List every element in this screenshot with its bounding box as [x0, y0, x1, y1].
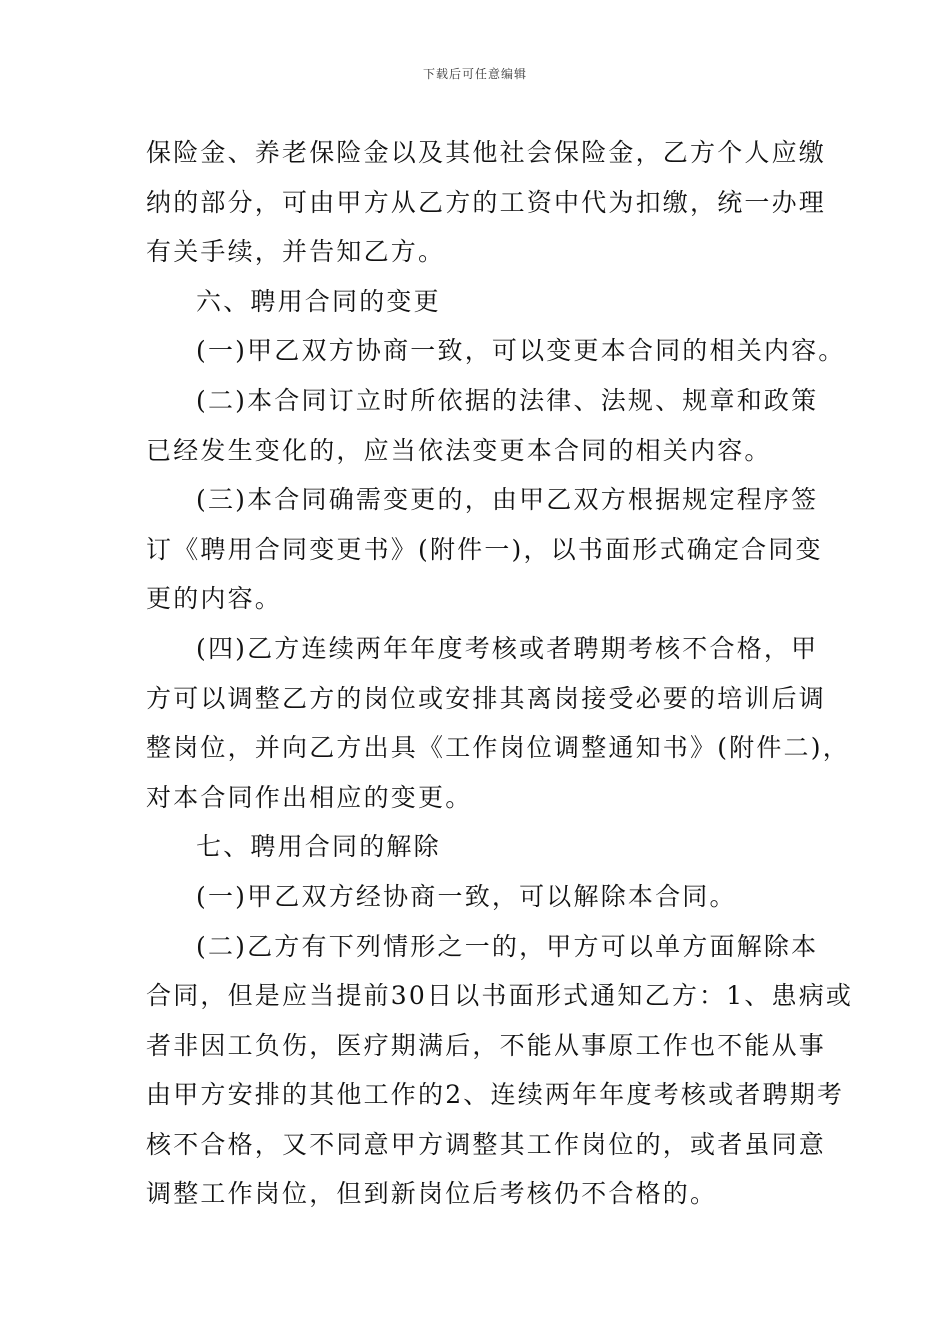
- text-line: 者非因工负伤，医疗期满后，不能从事原工作也不能从事: [146, 1030, 827, 1060]
- text-line: 对本合同作出相应的变更。: [146, 782, 473, 812]
- text-line: (一)甲乙双方经协商一致，可以解除本合同。: [196, 881, 737, 911]
- text-line: 整岗位，并向乙方出具《工作岗位调整通知书》(附件二)，: [146, 733, 850, 763]
- text-line: 保险金、养老保险金以及其他社会保险金，乙方个人应缴: [146, 138, 827, 167]
- text-line: 由甲方安排的其他工作的2、连续两年年度考核或者聘期考: [146, 1080, 845, 1110]
- document-body: [146, 128, 854, 1219]
- text-line: 合同，但是应当提前30日以书面形式通知乙方：1、患病或: [146, 981, 854, 1011]
- text-line: (二)本合同订立时所依据的法律、法规、规章和政策: [196, 385, 819, 415]
- text-line: 纳的部分，可由甲方从乙方的工资中代为扣缴，统一办理: [146, 187, 827, 217]
- text-line: 调整工作岗位，但到新岗位后考核仍不合格的。: [146, 1179, 718, 1209]
- text-line: 已经发生变化的，应当依法变更本合同的相关内容。: [146, 435, 772, 465]
- text-line: 方可以调整乙方的岗位或安排其离岗接受必要的培训后调: [146, 683, 827, 713]
- page-header: 下载后可任意编辑: [422, 67, 527, 81]
- text-line: (二)乙方有下列情形之一的，甲方可以单方面解除本: [196, 931, 819, 961]
- text-line: 有关手续，并告知乙方。: [146, 237, 446, 267]
- text-line: (一)甲乙双方协商一致，可以变更本合同的相关内容。: [196, 336, 846, 366]
- text-line: 更的内容。: [146, 584, 283, 614]
- section-heading: 六、聘用合同的变更: [196, 286, 441, 316]
- section-heading: 七、聘用合同的解除: [196, 832, 441, 862]
- text-line: (四)乙方连续两年年度考核或者聘期考核不合格，甲: [196, 633, 819, 663]
- text-line: 核不合格，又不同意甲方调整其工作岗位的，或者虽同意: [146, 1129, 827, 1159]
- text-line: 订《聘用合同变更书》(附件一)，以书面形式确定合同变: [146, 534, 823, 564]
- text-line: (三)本合同确需变更的，由甲乙双方根据规定程序签: [196, 485, 819, 515]
